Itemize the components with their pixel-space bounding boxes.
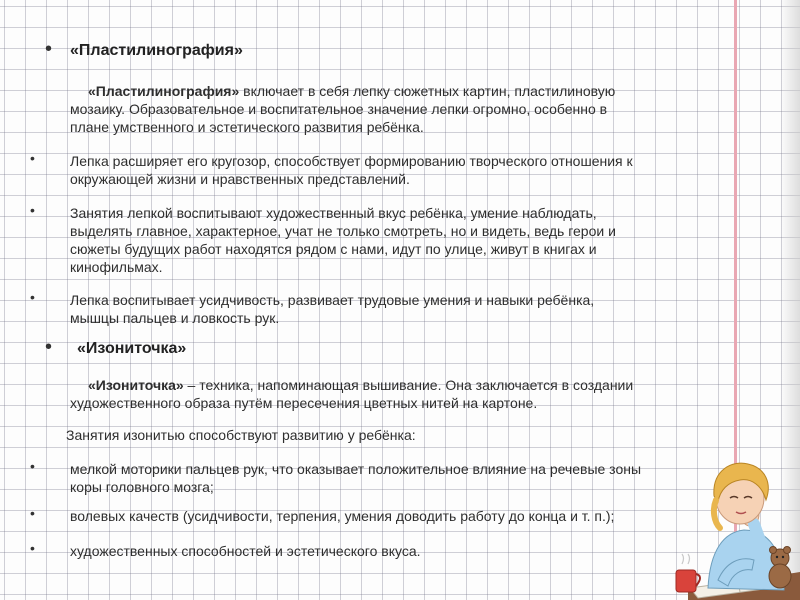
section2-intro-line1: [70, 376, 633, 394]
list-item-line: окружающей жизни и нравственных представлений.: [70, 171, 410, 187]
girl-reading-illustration: [668, 440, 800, 600]
bullet: •: [45, 38, 53, 60]
section2-intro-term: «Изониточка»: [88, 377, 184, 393]
section2-intro-line2: художественного образа путём пересечения цветных нитей на картоне.: [70, 395, 538, 411]
list-item-line: Лепка расширяет его кругозор, способствует формированию творческого отношения к: [70, 153, 633, 169]
list-item-line: волевых качеств (усидчивости, терпения, умения доводить работу до конца и т. п.);: [70, 508, 615, 524]
section1-intro-line2: мозаику. Образовательное и воспитательное значение лепки огромно, особенно в: [70, 101, 608, 117]
section1-intro-line1: [70, 82, 615, 100]
section-heading-izonitochka: «Изониточка»: [77, 340, 187, 357]
list-item-line: кинофильмах.: [70, 259, 163, 275]
list-item-line: мелкой моторики пальцев рук, что оказывает положительное влияние на речевые зоны: [70, 461, 642, 477]
bullet: •: [30, 289, 35, 305]
section2-intro-text: – техника, напоминающая вышивание. Она заключается в создании: [183, 377, 634, 393]
section1-intro-text: включает в себя лепку сюжетных картин, пластилиновую: [239, 83, 616, 99]
bullet: •: [30, 458, 35, 474]
list-item-line: мышцы пальцев и ловкость рук.: [70, 310, 280, 326]
bullet: •: [30, 150, 35, 166]
bullet: •: [45, 336, 53, 358]
section-heading-plastilinografiya: «Пластилинография»: [70, 42, 243, 59]
list-item-line: коры головного мозга;: [70, 479, 214, 495]
bullet: •: [30, 505, 35, 521]
bullet: •: [30, 540, 35, 556]
section1-intro-line3: плане умственного и эстетического развития ребёнка.: [70, 119, 424, 135]
section2-lead: Занятия изонитью способствуют развитию у ребёнка:: [66, 427, 416, 443]
list-item-line: Лепка воспитывает усидчивость, развивает трудовые умения и навыки ребёнка,: [70, 292, 595, 308]
list-item-line: Занятия лепкой воспитывают художественный вкус ребёнка, умение наблюдать,: [70, 205, 597, 221]
bullet: •: [30, 202, 35, 218]
list-item-line: художественных способностей и эстетического вкуса.: [70, 543, 421, 559]
list-item-line: сюжеты будущих работ находятся рядом с нами, идут по улице, живут в книгах и: [70, 241, 597, 257]
section1-intro-term: «Пластилинография»: [88, 83, 240, 99]
list-item-line: выделять главное, характерное, учат не только смотреть, но и видеть, ведь герои и: [70, 223, 616, 239]
